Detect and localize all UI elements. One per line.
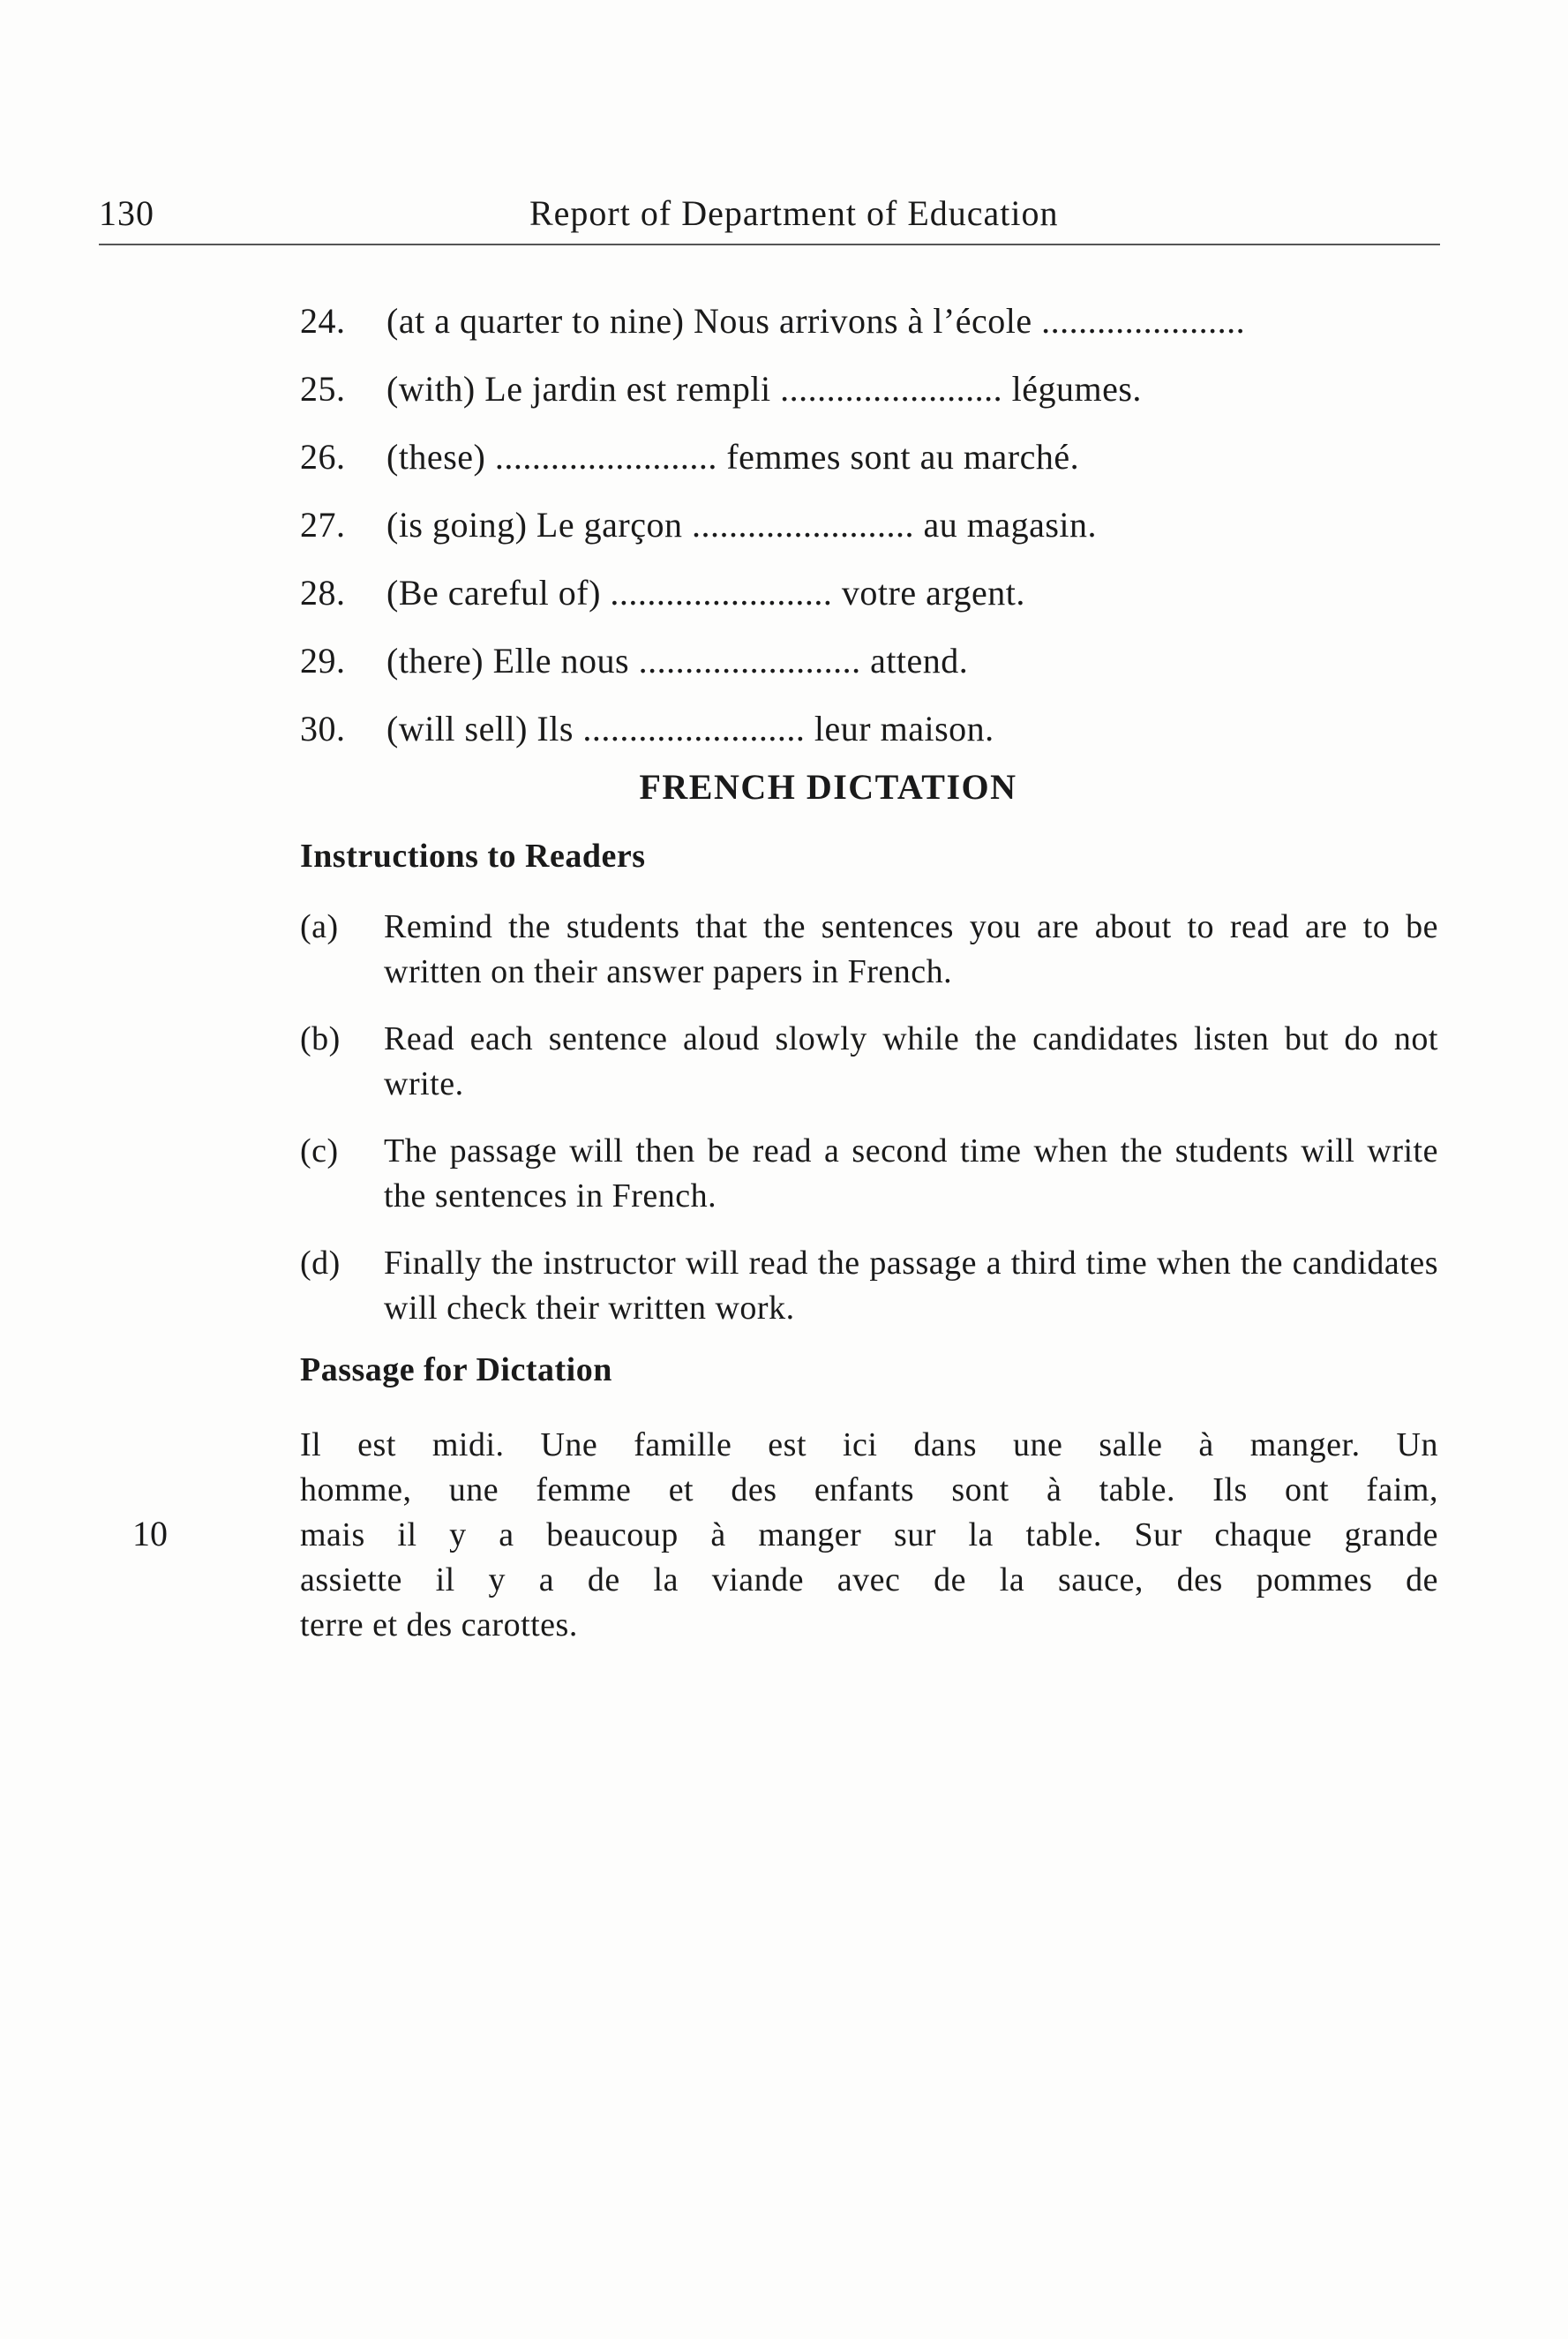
exercise-item — [300, 423, 1447, 491]
instruction-text: Remind the students that the sentences you are about to read are to be written on their answer papers in French. — [384, 908, 1438, 990]
instruction-marker: (b) — [300, 1020, 341, 1057]
passage-line: mais il y a beaucoup à manger sur la table. Sur chaque grande — [300, 1516, 1438, 1553]
page-number: 130 — [99, 193, 154, 233]
exercise-text: (will sell) Ils ........................ leur maison. — [386, 709, 994, 748]
exercise-number: 29. — [300, 641, 346, 681]
exercise-text: (these) ........................ femmes sont au marché. — [386, 437, 1080, 477]
passage-line: assiette il y a de la viande avec de la sauce, des pommes de — [300, 1561, 1438, 1598]
exercise-text: (Be careful of) ........................ votre argent. — [386, 573, 1025, 613]
exercise-number: 26. — [300, 437, 346, 477]
section-title: FRENCH DICTATION — [639, 767, 1017, 807]
instruction-marker: (a) — [300, 908, 339, 945]
instructions-heading: Instructions to Readers — [300, 838, 646, 875]
instruction-item — [300, 1241, 1438, 1331]
running-title: Report of Department of Education — [529, 193, 1059, 233]
exercise-number: 25. — [300, 369, 346, 409]
exercise-list — [300, 287, 1447, 763]
exercise-text: (at a quarter to nine) Nous arrivons à l’école ...................... — [386, 301, 1246, 341]
exercise-item — [300, 627, 1447, 695]
instructions-list — [300, 905, 1438, 1353]
exercise-text: (is going) Le garçon ........................ au magasin. — [386, 505, 1098, 545]
line-number-marker: 10 — [132, 1514, 168, 1553]
header-rule — [99, 244, 1440, 245]
passage-line: homme, une femme et des enfants sont à table. Ils ont faim, — [300, 1471, 1438, 1508]
instruction-item — [300, 1129, 1438, 1219]
instruction-marker: (c) — [300, 1132, 339, 1170]
instruction-item — [300, 905, 1438, 995]
exercise-text: (with) Le jardin est rempli ........................ légumes. — [386, 369, 1142, 409]
exercise-item — [300, 695, 1447, 763]
exercise-number: 30. — [300, 709, 346, 748]
instruction-text: The passage will then be read a second time when the students will write the sentences in French. — [384, 1132, 1438, 1215]
instruction-text: Read each sentence aloud slowly while the candidates listen but do not write. — [384, 1020, 1438, 1102]
exercise-item — [300, 287, 1447, 355]
passage-line: Il est midi. Une famille est ici dans une salle à manger. Un — [300, 1426, 1438, 1463]
exercise-item — [300, 355, 1447, 423]
exercise-item — [300, 559, 1447, 627]
instruction-item — [300, 1017, 1438, 1107]
exercise-text: (there) Elle nous ........................ attend. — [386, 641, 969, 681]
exercise-number: 24. — [300, 301, 346, 341]
dictation-passage — [300, 1423, 1438, 1648]
instruction-marker: (d) — [300, 1245, 341, 1282]
passage-line: terre et des carottes. — [300, 1606, 578, 1643]
exercise-number: 28. — [300, 573, 346, 613]
exercise-number: 27. — [300, 505, 346, 545]
exercise-item — [300, 491, 1447, 559]
passage-heading: Passage for Dictation — [300, 1351, 612, 1388]
page-header — [99, 192, 1440, 245]
instruction-text: Finally the instructor will read the passage a third time when the candidates will check their written work. — [384, 1245, 1438, 1327]
